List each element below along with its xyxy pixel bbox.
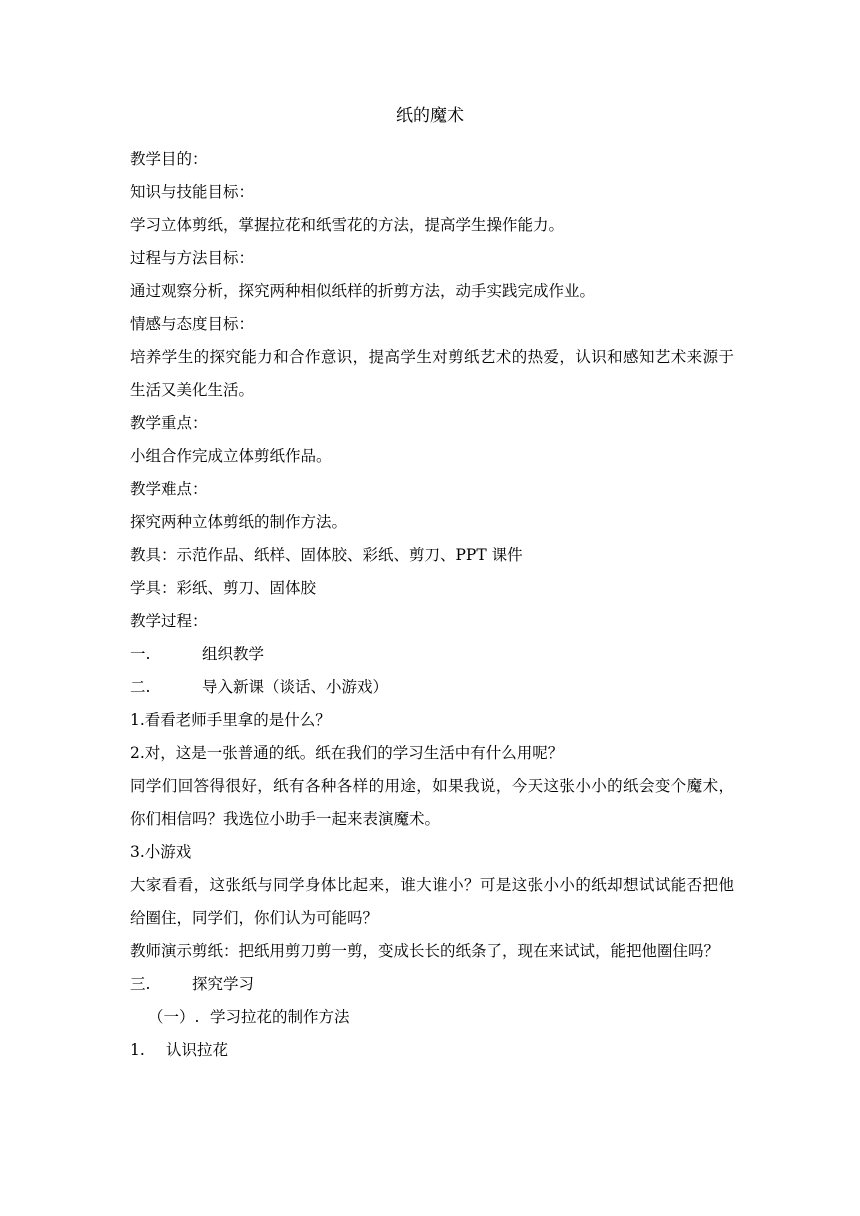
paragraph: 情感与态度目标： — [130, 315, 255, 333]
section-heading — [130, 638, 734, 671]
paragraph: 小组合作完成立体剪纸作品。 — [130, 447, 332, 465]
subsection-text: 学习拉花的制作方法 — [210, 1008, 350, 1026]
paragraph: 培养学生的探究能力和合作意识，提高学生对剪纸艺术的热爱，认识和感知艺术来源于生活又美化生活。 — [130, 348, 734, 399]
paragraph: 教具：示范作品、纸样、固体胶、彩纸、剪刀、PPT 课件 — [130, 546, 523, 564]
paragraph: 1.看看老师手里拿的是什么？ — [130, 711, 331, 729]
subsection-heading — [130, 1001, 734, 1034]
paragraph: 教学目的： — [130, 150, 208, 168]
paragraph: 大家看看，这张纸与同学身体比起来，谁大谁小？可是这张小小的纸却想试试能否把他给圈住，同学们，你们认为可能吗？ — [130, 876, 734, 927]
document-title: 纸的魔术 — [396, 106, 464, 126]
list-item — [130, 1034, 734, 1067]
section-number: 二. — [130, 678, 151, 696]
paragraph: 教师演示剪纸：把纸用剪刀剪一剪，变成长长的纸条了，现在来试试，能把他圈住吗？ — [130, 942, 720, 960]
paragraph: 教学重点： — [130, 414, 208, 432]
paragraph: 学习立体剪纸，掌握拉花和纸雪花的方法，提高学生操作能力。 — [130, 216, 565, 234]
paragraph: 过程与方法目标： — [130, 249, 255, 267]
paragraph: 教学难点： — [130, 480, 208, 498]
paragraph: 知识与技能目标： — [130, 183, 255, 201]
section-number: 一. — [130, 645, 151, 663]
paragraph: 通过观察分析，探究两种相似纸样的折剪方法，动手实践完成作业。 — [130, 282, 596, 300]
paragraph: 教学过程： — [130, 612, 208, 630]
section-number: 三. — [130, 975, 151, 993]
paragraph: 2.对，这是一张普通的纸。纸在我们的学习生活中有什么用呢？ — [130, 744, 564, 762]
document-body — [130, 143, 734, 1067]
paragraph: 同学们回答得很好，纸有各种各样的用途，如果我说，今天这张小小的纸会变个魔术，你们相信吗？我选位小助手一起来表演魔术。 — [130, 777, 734, 828]
paragraph: 学具：彩纸、剪刀、固体胶 — [130, 579, 317, 597]
paragraph: 3.小游戏 — [130, 843, 192, 861]
paragraph: 探究两种立体剪纸的制作方法。 — [130, 513, 348, 531]
section-text: 导入新课（谈话、小游戏） — [202, 678, 389, 696]
subsection-number: （一）. — [148, 1008, 200, 1026]
item-text: 认识拉花 — [166, 1041, 229, 1059]
section-heading — [130, 671, 734, 704]
section-text: 组织教学 — [202, 645, 265, 663]
item-number: 1. — [130, 1041, 145, 1059]
section-heading — [130, 968, 734, 1001]
section-text: 探究学习 — [192, 975, 255, 993]
